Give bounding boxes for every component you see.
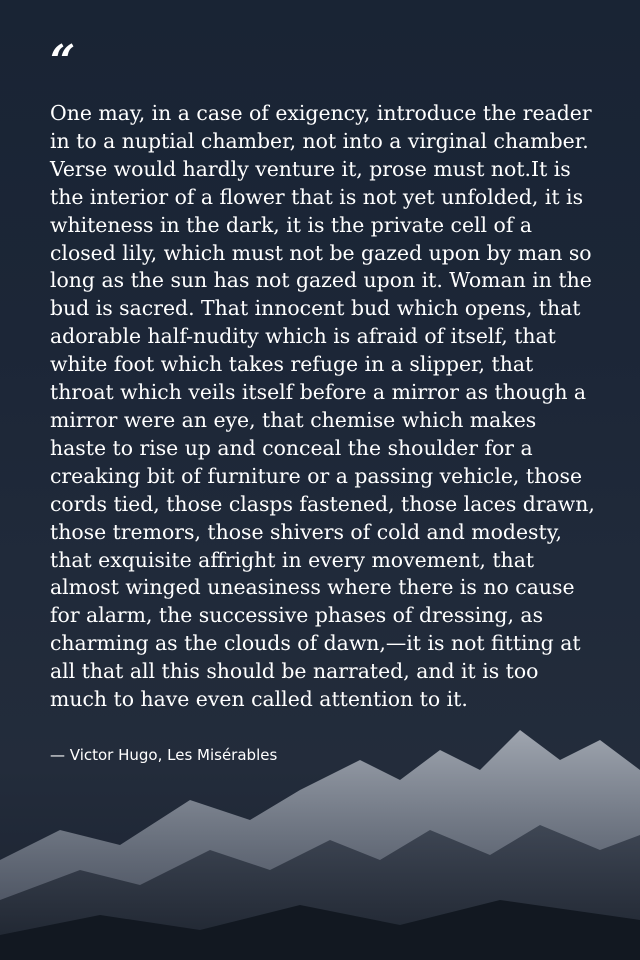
quote-attribution: — Victor Hugo, Les Misérables bbox=[50, 745, 278, 764]
quote-card bbox=[50, 36, 598, 764]
quotation-mark-icon: “ bbox=[50, 36, 74, 87]
quote-text: One may, in a case of exigency, introduce the reader in to a nuptial chamber, not into a virginal chamber. Verse would hardly venture it, prose must not.It is the interior of a flower that is not yet unfolded, it is whiteness in the dark, it is the private cell of a closed lily, which must not be gazed upon by man so long as the sun has not gazed upon it. Woman in the bud is sacred. That innocent bud which opens, that adorable half-nudity which is afraid of itself, that white foot which takes refuge in a slipper, that throat which veils itself before a mirror as though a mirror were an eye, that chemise which makes haste to rise up and conceal the shoulder for a creaking bit of furniture or a passing vehicle, those cords tied, those clasps fastened, those laces drawn, those tremors, those shivers of cold and modesty, that exquisite affright in every movement, that almost winged uneasiness where there is no cause for alarm, the successive phases of dressing, as charming as the clouds of dawn,—it is not fitting at all that all this should be narrated, and it is too much to have even called attention to it. bbox=[50, 101, 595, 712]
